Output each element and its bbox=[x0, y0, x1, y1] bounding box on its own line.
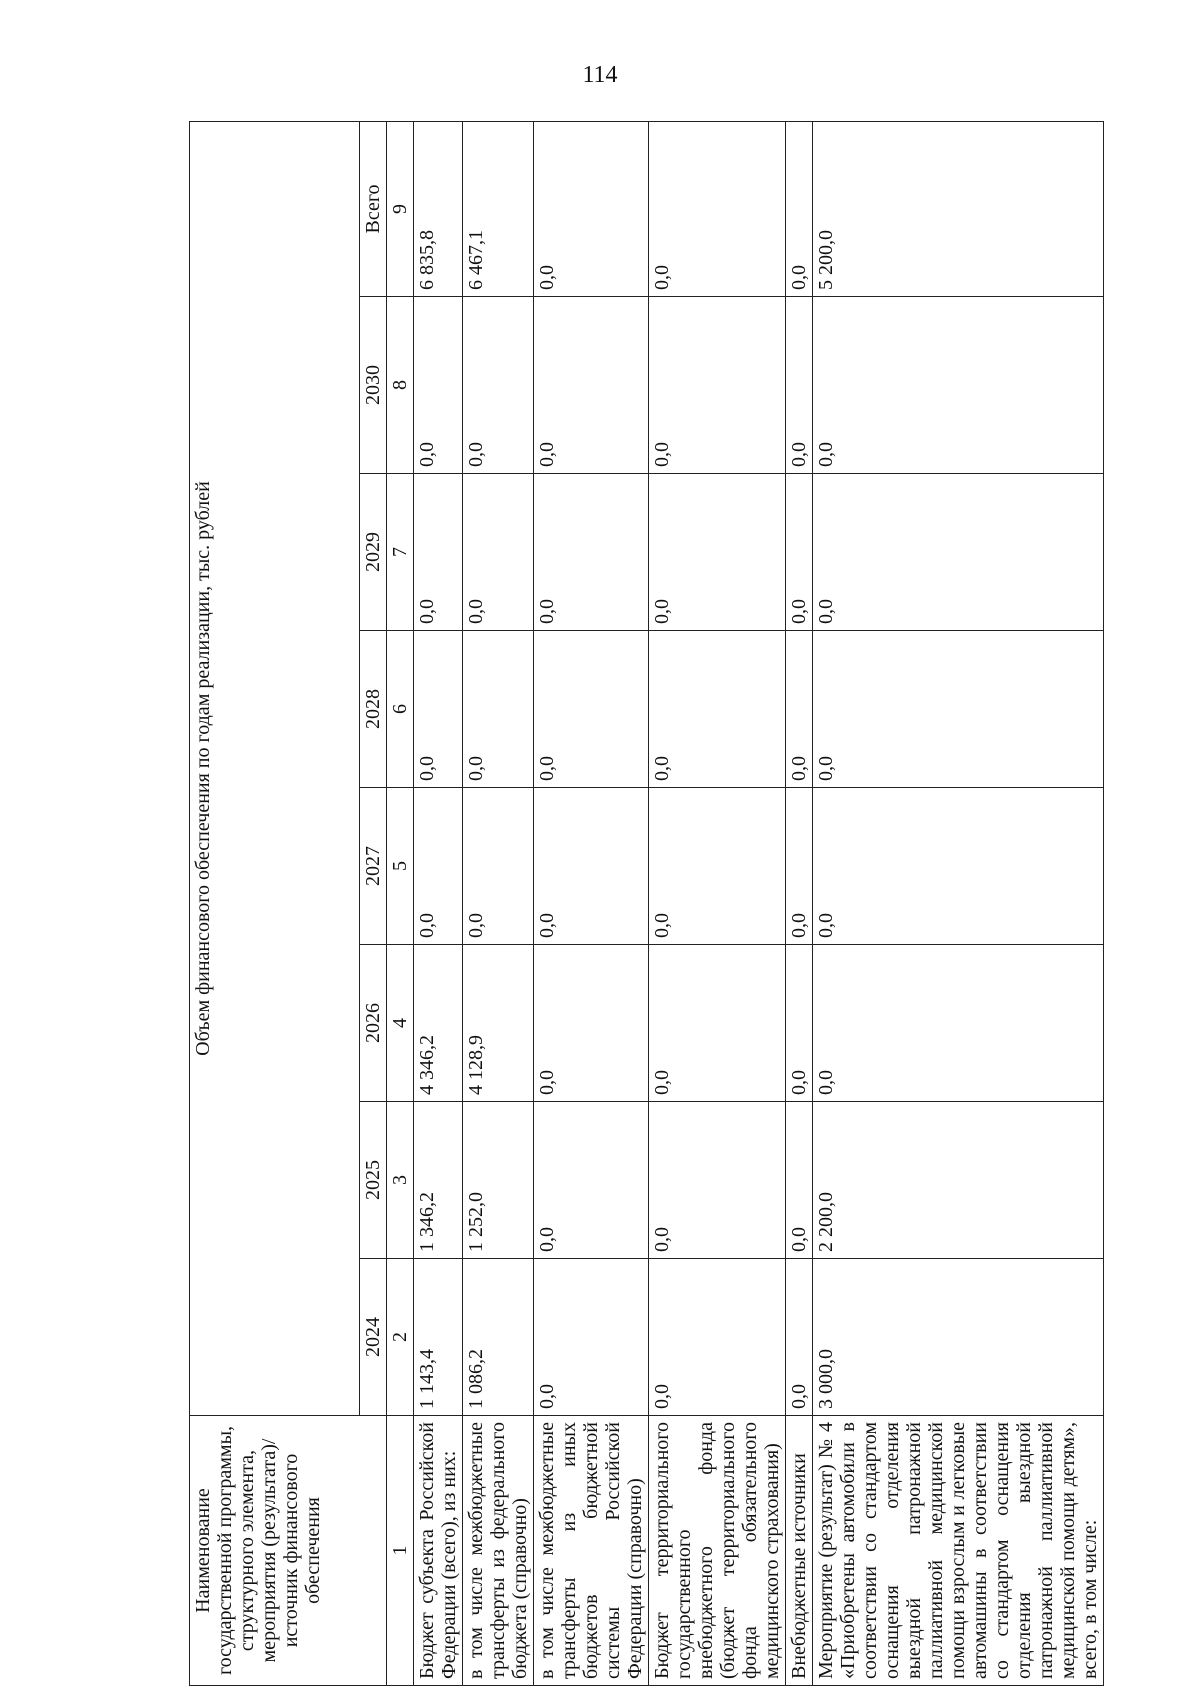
row-value-cell: 0,0 bbox=[463, 474, 534, 631]
row-value-cell: 1 143,4 bbox=[414, 1259, 463, 1416]
row-name-cell: Мероприятие (результат) № 4 «Приобретены автомобили в соответствии со стандартом оснащения отделения выездной патронажной паллиативной медицинской помощи взрослым и легковые автомашины в соответствии со стандартом оснащения отделения выездной патронажной паллиативной медицинской помощи детям», всего, в том числе: bbox=[813, 1416, 1104, 1686]
row-total-cell: 0,0 bbox=[649, 121, 786, 296]
row-value-cell: 0,0 bbox=[534, 1102, 649, 1259]
row-value-cell: 0,0 bbox=[414, 474, 463, 631]
row-value-cell: 0,0 bbox=[463, 631, 534, 788]
row-name-cell: Внебюджетные источники bbox=[786, 1416, 813, 1686]
year-cell: 2024 bbox=[360, 1259, 387, 1416]
row-value-cell: 0,0 bbox=[534, 945, 649, 1102]
row-total-cell: 6 835,8 bbox=[414, 121, 463, 296]
row-value-cell: 0,0 bbox=[786, 474, 813, 631]
row-value-cell: 0,0 bbox=[813, 297, 1104, 474]
table-row bbox=[786, 121, 813, 1685]
row-value-cell: 2 200,0 bbox=[813, 1102, 1104, 1259]
row-value-cell: 0,0 bbox=[534, 788, 649, 945]
year-cell: 2027 bbox=[360, 788, 387, 945]
year-cell: 2025 bbox=[360, 1102, 387, 1259]
row-name-cell: Бюджет субъекта Российской Федерации (всего), из них: bbox=[414, 1416, 463, 1686]
row-name-cell: Бюджет территориального государственного внебюджетного фонда (бюджет территориального фонда обязательного медицинского страхования) bbox=[649, 1416, 786, 1686]
row-value-cell: 0,0 bbox=[649, 297, 786, 474]
row-value-cell: 0,0 bbox=[786, 945, 813, 1102]
table-row bbox=[534, 121, 649, 1685]
row-value-cell: 0,0 bbox=[786, 631, 813, 788]
table-row bbox=[649, 121, 786, 1685]
row-value-cell: 0,0 bbox=[813, 631, 1104, 788]
row-value-cell: 0,0 bbox=[534, 1259, 649, 1416]
row-value-cell: 0,0 bbox=[649, 1102, 786, 1259]
row-value-cell: 0,0 bbox=[649, 945, 786, 1102]
row-value-cell: 0,0 bbox=[463, 297, 534, 474]
row-value-cell: 0,0 bbox=[786, 297, 813, 474]
row-name-cell: в том числе межбюджетные трансферты из федерального бюджета (справочно) bbox=[463, 1416, 534, 1686]
column-number-row bbox=[387, 121, 414, 1685]
row-value-cell: 0,0 bbox=[414, 631, 463, 788]
row-value-cell: 0,0 bbox=[649, 1259, 786, 1416]
row-total-cell: 0,0 bbox=[786, 121, 813, 296]
column-number: 8 bbox=[387, 297, 414, 474]
row-value-cell: 0,0 bbox=[786, 1102, 813, 1259]
row-value-cell: 1 252,0 bbox=[463, 1102, 534, 1259]
row-value-cell: 0,0 bbox=[414, 297, 463, 474]
header-name-cell: Наименование государственной программы, структурного элемента, мероприятия (результата)/источник финансового обеспечения bbox=[190, 1416, 387, 1686]
table-row bbox=[414, 121, 463, 1685]
year-cell: 2030 bbox=[360, 297, 387, 474]
row-total-cell: 5 200,0 bbox=[813, 121, 1104, 296]
row-value-cell: 1 086,2 bbox=[463, 1259, 534, 1416]
row-total-cell: 6 467,1 bbox=[463, 121, 534, 296]
row-value-cell: 0,0 bbox=[813, 474, 1104, 631]
financing-table bbox=[189, 121, 1104, 1686]
row-value-cell: 0,0 bbox=[534, 297, 649, 474]
row-name-cell: в том числе межбюджетные трансферты из иных бюджетов бюджетной системы Российской Федерации (справочно) bbox=[534, 1416, 649, 1686]
header-group-cell: Объем финансового обеспечения по годам реализации, тыс. рублей bbox=[190, 121, 360, 1415]
row-value-cell: 0,0 bbox=[534, 474, 649, 631]
table-row bbox=[813, 121, 1104, 1685]
table-row bbox=[463, 121, 534, 1685]
row-value-cell: 0,0 bbox=[463, 788, 534, 945]
row-value-cell: 0,0 bbox=[649, 631, 786, 788]
column-number: 7 bbox=[387, 474, 414, 631]
year-cell: 2028 bbox=[360, 631, 387, 788]
column-number: 1 bbox=[387, 1416, 414, 1686]
table-body bbox=[414, 121, 1104, 1685]
year-cell: 2026 bbox=[360, 945, 387, 1102]
year-cell: 2029 bbox=[360, 474, 387, 631]
row-total-cell: 0,0 bbox=[534, 121, 649, 296]
header-row-1 bbox=[190, 121, 360, 1685]
row-value-cell: 4 128,9 bbox=[463, 945, 534, 1102]
row-value-cell: 0,0 bbox=[813, 945, 1104, 1102]
row-value-cell: 0,0 bbox=[649, 474, 786, 631]
row-value-cell: 0,0 bbox=[786, 1259, 813, 1416]
total-header-cell: Всего bbox=[360, 121, 387, 296]
column-number: 2 bbox=[387, 1259, 414, 1416]
row-value-cell: 0,0 bbox=[414, 788, 463, 945]
column-number: 6 bbox=[387, 631, 414, 788]
row-value-cell: 0,0 bbox=[786, 788, 813, 945]
row-value-cell: 0,0 bbox=[534, 631, 649, 788]
column-number: 9 bbox=[387, 121, 414, 296]
rotated-table-container bbox=[189, 122, 1111, 1686]
row-value-cell: 4 346,2 bbox=[414, 945, 463, 1102]
row-value-cell: 3 000,0 bbox=[813, 1259, 1104, 1416]
column-number: 4 bbox=[387, 945, 414, 1102]
column-number: 3 bbox=[387, 1102, 414, 1259]
column-number: 5 bbox=[387, 788, 414, 945]
page-number: 114 bbox=[582, 62, 618, 88]
row-value-cell: 0,0 bbox=[813, 788, 1104, 945]
row-value-cell: 1 346,2 bbox=[414, 1102, 463, 1259]
row-value-cell: 0,0 bbox=[649, 788, 786, 945]
